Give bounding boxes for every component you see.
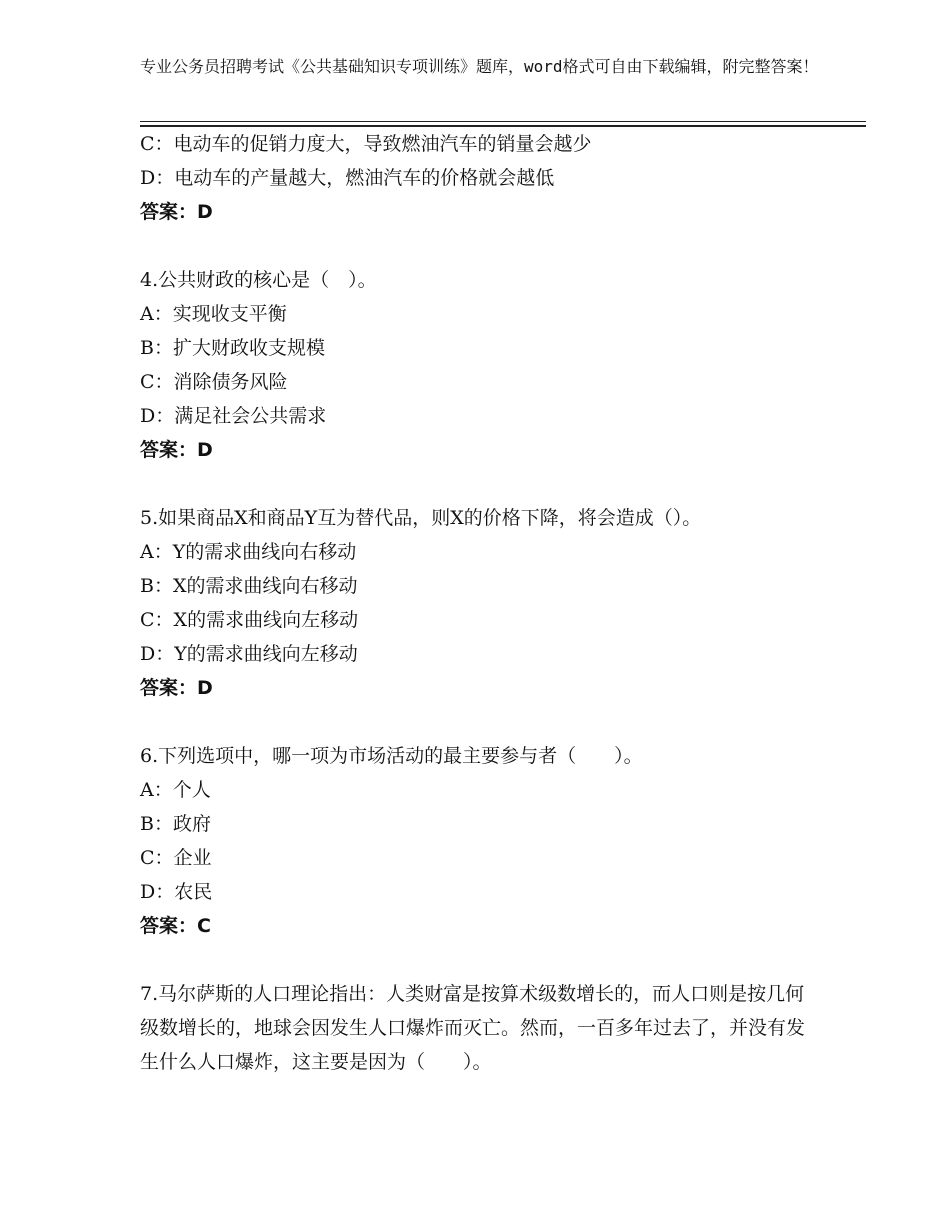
question-6-option-c: C：企业 xyxy=(140,847,212,869)
question-6-option-d: D：农民 xyxy=(140,881,213,903)
header-rule-thin xyxy=(140,121,866,122)
question-content xyxy=(140,127,820,1079)
question-5-option-a: A：Y的需求曲线向右移动 xyxy=(140,541,357,563)
question-6-answer: 答案：C xyxy=(140,915,211,937)
question-7-stem: 7.马尔萨斯的人口理论指出：人类财富是按算术级数增长的，而人口则是按几何级数增长的，地球会因发生人口爆炸而灭亡。然而，一百多年过去了，并没有发生什么人口爆炸，这主要是因为（ ）。 xyxy=(140,983,806,1073)
option-c: C：电动车的促销力度大，导致燃油汽车的销量会越少 xyxy=(140,133,592,155)
spacer xyxy=(140,467,820,501)
question-5-option-b: B：X的需求曲线向右移动 xyxy=(140,575,358,597)
page-header: 专业公务员招聘考试《公共基础知识专项训练》题库，word格式可自由下载编辑，附完整答案！ xyxy=(140,57,819,76)
spacer xyxy=(140,943,820,977)
question-4-stem: 4.公共财政的核心是（ ）。 xyxy=(140,269,377,291)
question-6-option-b: B：政府 xyxy=(140,813,211,835)
question-5-stem: 5.如果商品X和商品Y互为替代品，则X的价格下降，将会造成（）。 xyxy=(140,507,702,529)
question-4-option-b: B：扩大财政收支规模 xyxy=(140,337,325,359)
spacer xyxy=(140,705,820,739)
question-6-stem: 6.下列选项中，哪一项为市场活动的最主要参与者（ ）。 xyxy=(140,745,643,767)
question-4-option-a: A：实现收支平衡 xyxy=(140,303,287,325)
question-6-option-a: A：个人 xyxy=(140,779,211,801)
question-5-option-d: D：Y的需求曲线向左移动 xyxy=(140,643,358,665)
spacer xyxy=(140,229,820,263)
answer-label: 答案：D xyxy=(140,201,213,223)
question-4-option-d: D：满足社会公共需求 xyxy=(140,405,327,427)
question-5-option-c: C：X的需求曲线向左移动 xyxy=(140,609,359,631)
question-4-option-c: C：消除债务风险 xyxy=(140,371,288,393)
question-5-answer: 答案：D xyxy=(140,677,213,699)
option-d: D：电动车的产量越大，燃油汽车的价格就会越低 xyxy=(140,167,555,189)
question-4-answer: 答案：D xyxy=(140,439,213,461)
